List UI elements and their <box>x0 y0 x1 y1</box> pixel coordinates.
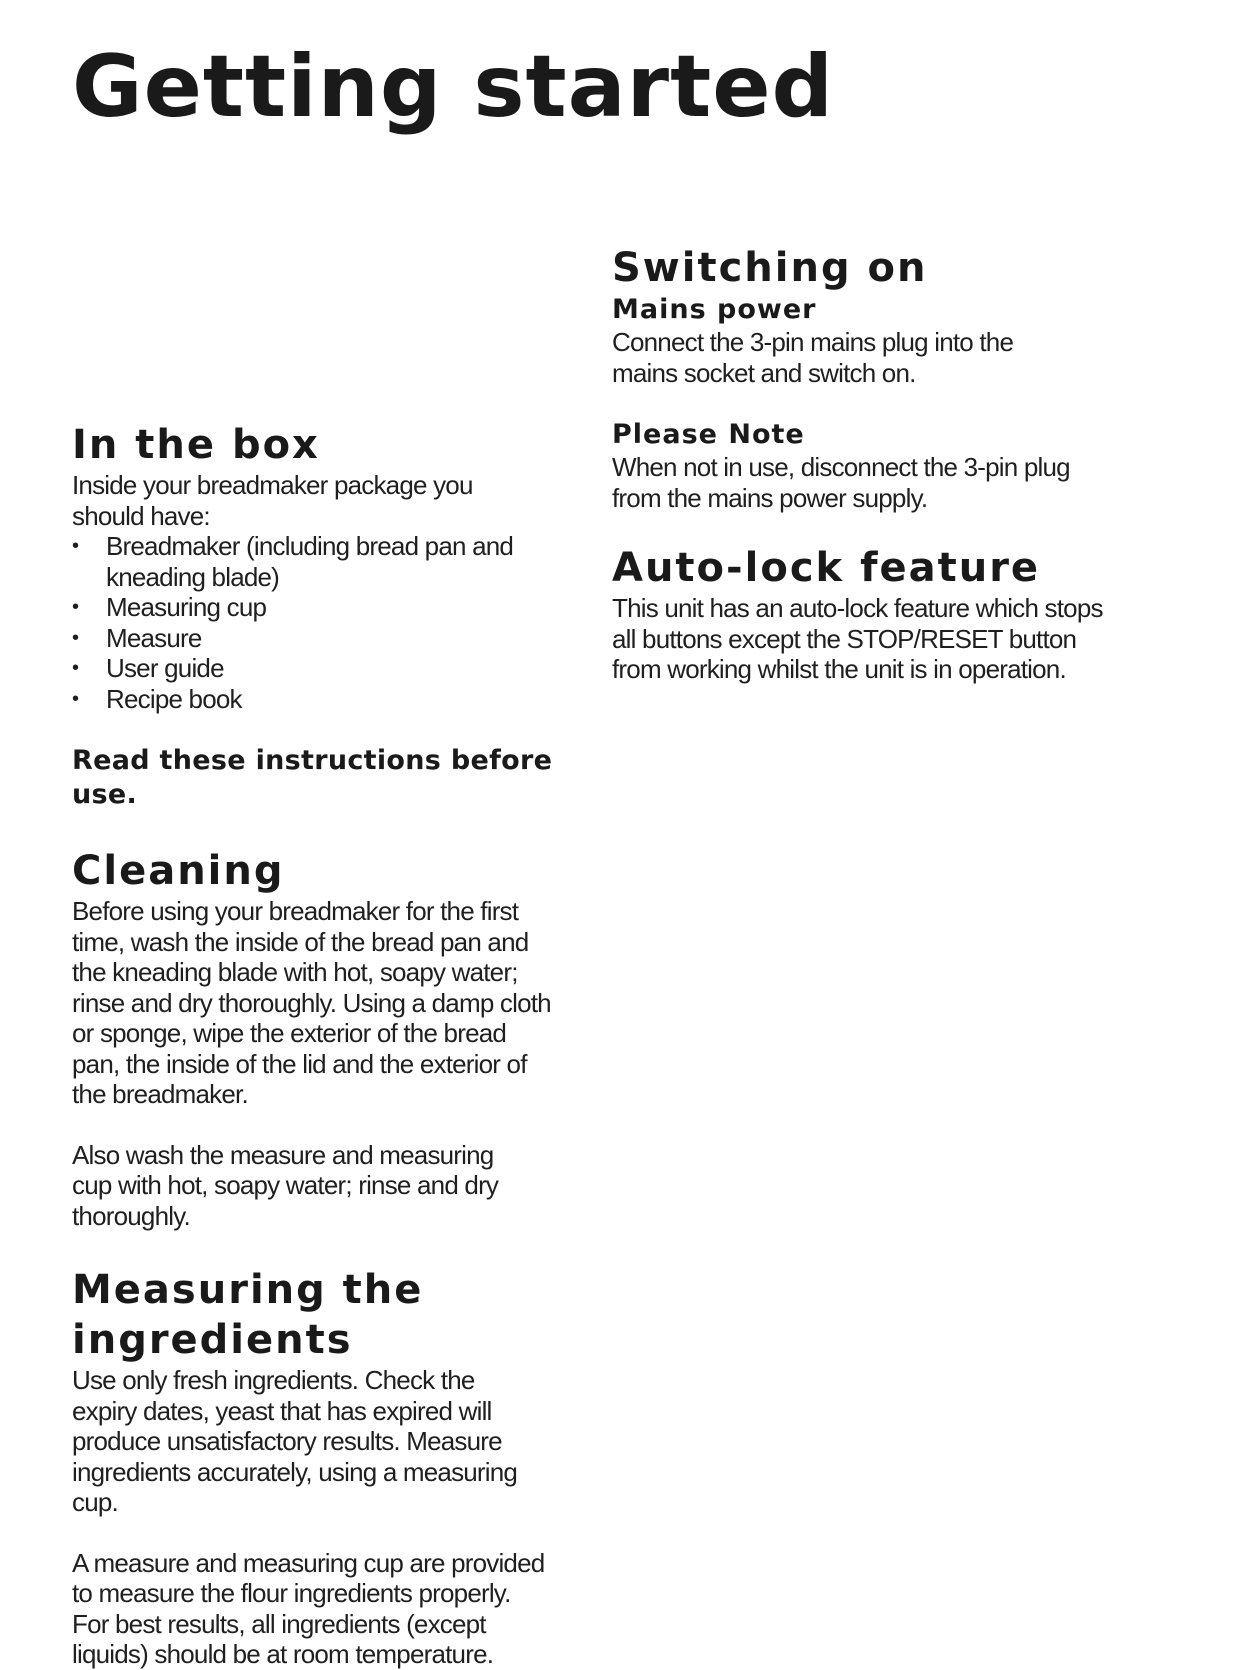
switching-on-heading: Switching on <box>612 245 928 291</box>
list-item: • Measuring cup <box>72 592 532 623</box>
cleaning-paragraph: Also wash the measure and measuring cup with hot, soapy water; rinse and dry thoroughly. <box>72 1139 499 1231</box>
auto-lock-text: This unit has an auto-lock feature which stops all buttons except the STOP/RESET button from working whilst the unit is in operation. <box>612 593 1103 684</box>
cleaning-section <box>72 846 592 1231</box>
please-note-heading: Please Note <box>612 419 805 450</box>
switching-on-section <box>612 243 1132 513</box>
measuring-paragraph: Use only fresh ingredients. Check the expiry dates, yeast that has expired will produce unsatisfactory results. Measure ingredients accurately, using a measuring cup. <box>72 1365 518 1517</box>
in-the-box-list <box>72 531 532 714</box>
page-title: Getting started <box>72 37 835 137</box>
measuring-section <box>72 1265 592 1670</box>
in-the-box-intro: Inside your breadmaker package you should have: <box>72 470 473 531</box>
list-item: • Measure <box>72 623 532 654</box>
right-column <box>612 243 1132 685</box>
list-item: • Breadmaker (including bread pan and kneading blade) <box>72 531 532 592</box>
mains-power-heading: Mains power <box>612 294 817 325</box>
in-the-box-section <box>72 420 592 812</box>
auto-lock-heading: Auto-lock feature <box>612 545 1041 591</box>
cleaning-heading: Cleaning <box>72 848 285 894</box>
in-the-box-heading: In the box <box>72 422 320 468</box>
left-column <box>72 420 592 1670</box>
measuring-paragraph: A measure and measuring cup are provided to measure the flour ingredients properly. For best results, all ingredients (except liquids) should be at room temperature. <box>72 1547 545 1669</box>
please-note-text: When not in use, disconnect the 3-pin plug from the mains power supply. <box>612 452 1070 513</box>
list-item: • Recipe book <box>72 684 532 715</box>
read-instructions-notice: Read these instructions before use. <box>72 745 553 810</box>
auto-lock-section <box>612 543 1132 685</box>
cleaning-paragraph: Before using your breadmaker for the first time, wash the inside of the bread pan and the kneading blade with hot, soapy water; rinse and dry thoroughly. Using a damp cloth or sponge, wipe the exterior of the bread pan, the inside of the lid and the exterior of the breadmaker. <box>72 896 551 1109</box>
measuring-heading: Measuring the ingredients <box>72 1267 424 1363</box>
list-item: • User guide <box>72 653 532 684</box>
mains-power-text: Connect the 3-pin mains plug into the mains socket and switch on. <box>612 327 1014 388</box>
